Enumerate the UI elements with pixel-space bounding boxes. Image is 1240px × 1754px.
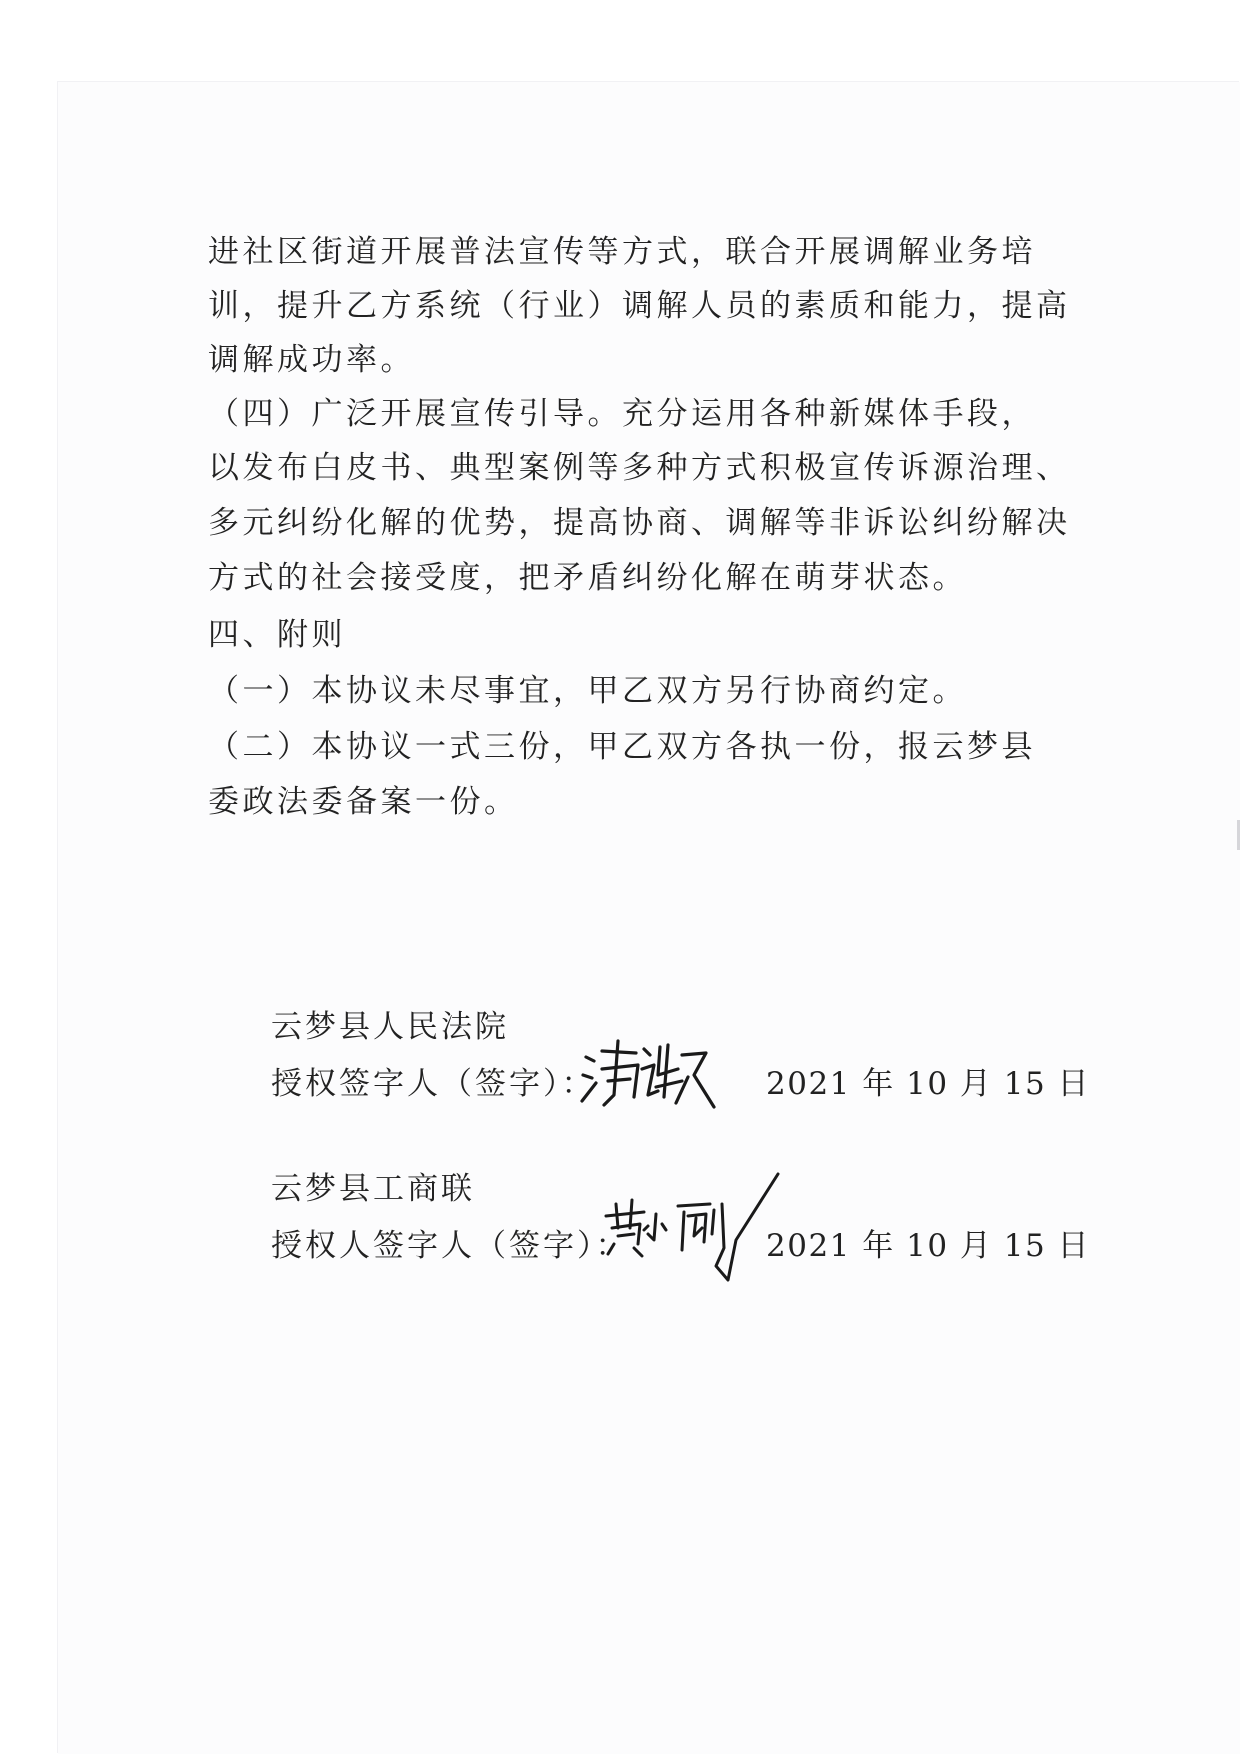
signature-date-commerce: 2021 年 10 月 15 日 xyxy=(766,1228,1091,1264)
body-line-7: 方式的社会接受度，把矛盾纠纷化解在萌芽状态。 xyxy=(208,560,967,596)
section-heading-appendix: 四、附则 xyxy=(208,617,346,653)
body-line-11: 委政法委备案一份。 xyxy=(208,784,519,820)
handwritten-signature-commerce xyxy=(604,1170,784,1285)
body-line-10: （二）本协议一式三份，甲乙双方各执一份，报云梦县 xyxy=(208,729,1036,765)
body-line-5: 以发布白皮书、典型案例等多种方式积极宣传诉源治理、 xyxy=(208,450,1071,486)
signature-label-court: 授权签字人（签字）： xyxy=(271,1066,596,1102)
signatory-org-commerce: 云梦县工商联 xyxy=(271,1171,475,1207)
body-line-9: （一）本协议未尽事宜，甲乙双方另行协商约定。 xyxy=(208,673,967,709)
body-line-6: 多元纠纷化解的优势，提高协商、调解等非诉讼纠纷解决 xyxy=(208,505,1071,541)
body-line-3: 调解成功率。 xyxy=(208,342,415,378)
body-line-4: （四）广泛开展宣传引导。充分运用各种新媒体手段， xyxy=(208,396,1036,432)
handwritten-signature-court xyxy=(578,1035,718,1115)
signatory-org-court: 云梦县人民法院 xyxy=(271,1009,509,1045)
body-line-2: 训，提升乙方系统（行业）调解人员的素质和能力，提高 xyxy=(208,288,1071,324)
signature-date-court: 2021 年 10 月 15 日 xyxy=(766,1066,1091,1102)
signature-label-commerce: 授权人签字人（签字）： xyxy=(271,1228,630,1264)
body-line-1: 进社区街道开展普法宣传等方式，联合开展调解业务培 xyxy=(208,234,1036,270)
